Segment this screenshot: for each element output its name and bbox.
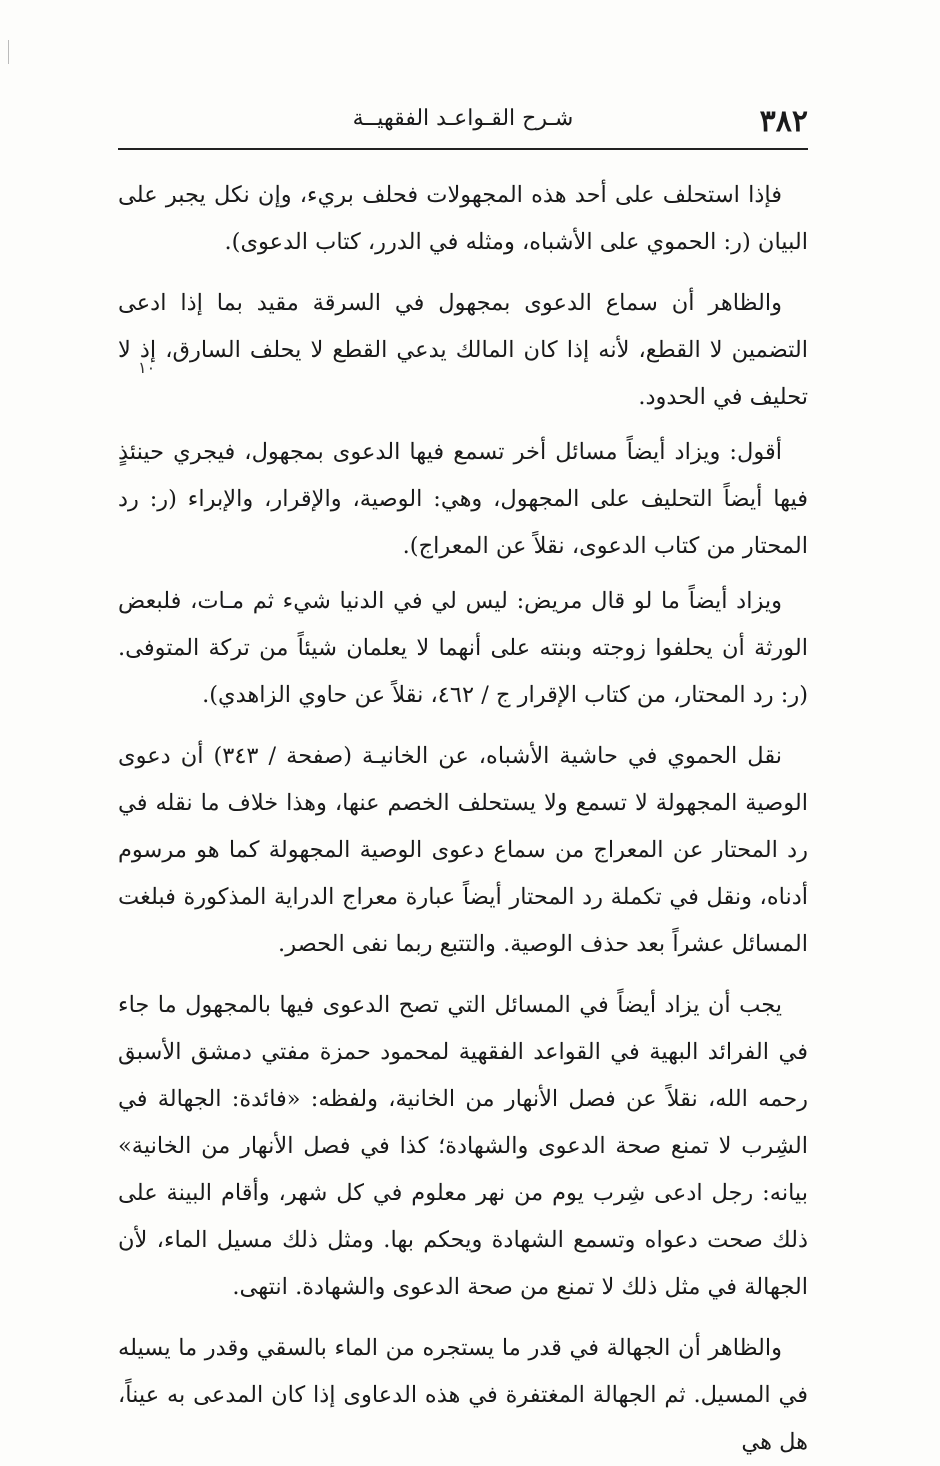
page-number: ٣٨٢ [759, 104, 808, 139]
scan-edge-mark [8, 40, 9, 64]
paragraph-4: ويزاد أيضاً ما لو قال مريض: ليس لي في الدنيا شيء ثم مـات، فلبعض الورثة أن يحلفوا زوجته وبنته على أنهما لا يعلمان شيئاً من تركة المتوفى. (ر: رد المحتار، من كتاب الإقرار ج / ٤٦٢، نقلاً عن حاوي الزاهدي). [118, 588, 808, 708]
paragraph-3: أقول: ويزاد أيضاً مسائل أخر تسمع فيها الدعوى بمجهول، فيجري حينئذٍ فيها أيضاً التحليف على المجهول، وهي: الوصية، والإقرار، والإبراء (ر: رد المحتار من كتاب الدعوى، نقلاً عن المعراج). [118, 439, 808, 559]
paragraph-1: فإذا استحلف على أحد هذه المجهولات فحلف بريء، وإن نكل يجبر على البيان (ر: الحموي على الأشباه، ومثله في الدرر، كتاب الدعوى). [118, 182, 808, 255]
paragraph-6: يجب أن يزاد أيضاً في المسائل التي تصح الدعوى فيها بالمجهول ما جاء في الفرائد البهية في القواعد الفقهية لمحمود حمزة مفتي دمشق الأسبق رحمه الله، نقلاً عن فصل الأنهار من الخانية، ولفظه: «فائدة: الجهالة في الشِرب لا تمنع صحة الدعوى والشهادة؛ كذا في فصل الأنهار من الخانية» بيانه: رجل ادعى شِرب يوم من نهر معلوم في كل شهر، وأقام البينة على ذلك صحت دعواه وتسمع الشهادة ويحكم بها. ومثل ذلك مسيل الماء، لأن الجهالة في مثل ذلك لا تمنع من صحة الدعوى والشهادة. انتهى. [118, 992, 808, 1300]
book-title: شـرح القـواعـد الفقهيــة [352, 106, 574, 131]
margin-line-number: ۱۰ [138, 358, 156, 377]
document-page [118, 96, 808, 1455]
paragraph-2: والظاهر أن سماع الدعوى بمجهول في السرقة مقيد بما إذا ادعى التضمين لا القطع، لأنه إذا كان المالك يدعي القطع لا يحلف السارق، إذ لا تحليف في الحدود. [118, 290, 808, 410]
paragraph-5: نقل الحموي في حاشية الأشباه، عن الخانيـة (صفحة / ٣٤٣) أن دعوى الوصية المجهولة لا تسمع ولا يستحلف الخصم عنها، وهذا خلاف ما نقله في رد المحتار عن المعراج من سماع دعوى الوصية المجهولة كما هو مرسوم أدناه، ونقل في تكملة رد المحتار أيضاً عبارة معراج الدراية المذكورة فبلغت المسائل عشراً بعد حذف الوصية. والتتبع ربما نفى الحصر. [118, 743, 808, 957]
paragraph-7: والظاهر أن الجهالة في قدر ما يستجره من الماء بالسقي وقدر ما يسيله في المسيل. ثم الجهالة المغتفرة في هذه الدعاوى إذا كان المدعى به عيناً، هل هي [118, 1335, 808, 1455]
running-header [118, 96, 808, 150]
body-text [118, 172, 808, 1466]
